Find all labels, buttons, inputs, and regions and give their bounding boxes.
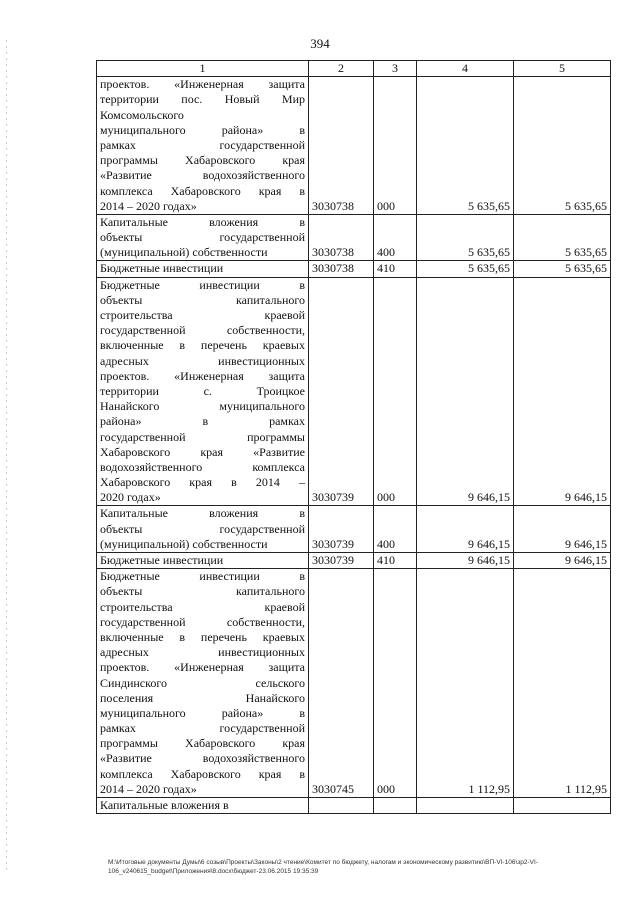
description-line: Синдинского сельского bbox=[100, 675, 305, 690]
description-line: адресных инвестиционных bbox=[100, 645, 305, 660]
column-header-5: 5 bbox=[514, 61, 611, 77]
table-header-row bbox=[97, 61, 611, 77]
expense-type-code: 410 bbox=[374, 261, 417, 277]
description-line: Капитальные вложения в bbox=[100, 798, 229, 813]
target-article-code: 3030739 bbox=[309, 506, 374, 553]
expense-type-code: 000 bbox=[374, 569, 417, 798]
description-line: Хабаровского края «Развитие bbox=[100, 444, 305, 459]
amount-col4: 1 112,95 bbox=[417, 569, 514, 798]
description-line: водохозяйственного комплекса bbox=[100, 459, 305, 474]
description-line: объекты государственной bbox=[100, 521, 305, 536]
description-line: объекты государственной bbox=[100, 230, 305, 245]
expense-type-code: 400 bbox=[374, 214, 417, 261]
amount-col5: 9 646,15 bbox=[514, 506, 611, 553]
description-line: 2014 – 2020 годах» bbox=[100, 198, 197, 213]
description-line: программы Хабаровского края bbox=[100, 153, 305, 168]
amount-col4: 9 646,15 bbox=[417, 553, 514, 569]
description-line: программы Хабаровского края bbox=[100, 736, 305, 751]
target-article-code: 3030745 bbox=[309, 569, 374, 798]
row-description bbox=[97, 569, 309, 798]
table-row bbox=[97, 798, 611, 814]
expense-type-code bbox=[374, 798, 417, 814]
amount-col4: 5 635,65 bbox=[417, 77, 514, 215]
description-line: территории с. Троицкое bbox=[100, 383, 305, 398]
description-line: проектов. «Инженерная защита bbox=[100, 77, 305, 92]
description-line: комплекса Хабаровского края в bbox=[100, 766, 305, 781]
description-line: Капитальные вложения в bbox=[100, 506, 305, 521]
description-line: Нанайского муниципального bbox=[100, 399, 305, 414]
amount-col5: 1 112,95 bbox=[514, 569, 611, 798]
description-line: государственной программы bbox=[100, 429, 305, 444]
amount-col4: 9 646,15 bbox=[417, 506, 514, 553]
description-line: Комсомольского bbox=[100, 107, 184, 122]
description-line: адресных инвестиционных bbox=[100, 353, 305, 368]
budget-table-body bbox=[97, 61, 611, 814]
table-row bbox=[97, 261, 611, 277]
description-line: Бюджетные инвестиции в bbox=[100, 277, 305, 292]
description-line: строительства краевой bbox=[100, 599, 305, 614]
description-line: 2014 – 2020 годах» bbox=[100, 781, 197, 796]
description-line: Хабаровского края в 2014 – bbox=[100, 475, 305, 490]
row-description bbox=[97, 261, 309, 277]
description-line: включенные в перечень краевых bbox=[100, 629, 305, 644]
target-article-code: 3030738 bbox=[309, 77, 374, 215]
column-header-2: 2 bbox=[309, 61, 374, 77]
description-line: включенные в перечень краевых bbox=[100, 338, 305, 353]
scan-edge-mark bbox=[6, 40, 7, 870]
table-row bbox=[97, 569, 611, 798]
description-line: (муниципальной) собственности bbox=[100, 536, 268, 551]
description-line: объекты капитального bbox=[100, 584, 305, 599]
description-line: 2020 годах» bbox=[100, 490, 161, 505]
description-line: рамках государственной bbox=[100, 721, 305, 736]
amount-col4 bbox=[417, 798, 514, 814]
target-article-code: 3030738 bbox=[309, 214, 374, 261]
column-header-1: 1 bbox=[97, 61, 309, 77]
budget-table bbox=[96, 60, 611, 814]
description-line: проектов. «Инженерная защита bbox=[100, 660, 305, 675]
amount-col4: 5 635,65 bbox=[417, 261, 514, 277]
description-line: поселения Нанайского bbox=[100, 690, 305, 705]
amount-col5: 5 635,65 bbox=[514, 77, 611, 215]
expense-type-code: 410 bbox=[374, 553, 417, 569]
amount-col5: 5 635,65 bbox=[514, 261, 611, 277]
column-header-4: 4 bbox=[417, 61, 514, 77]
table-row bbox=[97, 277, 611, 506]
amount-col5: 5 635,65 bbox=[514, 214, 611, 261]
amount-col4: 5 635,65 bbox=[417, 214, 514, 261]
row-description bbox=[97, 506, 309, 553]
description-line: Бюджетные инвестиции bbox=[100, 261, 224, 276]
description-line: «Развитие водохозяйственного bbox=[100, 751, 305, 766]
table-row bbox=[97, 214, 611, 261]
document-path-footer: M:\Итоговые документы Думы\6 созыв\Проекты\Законы\2 чтение\Комитет по бюджету, налогам и экономическому развитию\ВП-VI-106\зр2-VI-106_v240615_budget\Приложения\8.docx\бюджет-23.06.2015 19:35:39 bbox=[108, 859, 538, 875]
row-description bbox=[97, 214, 309, 261]
description-line: государственной собственности, bbox=[100, 323, 305, 338]
table-row bbox=[97, 553, 611, 569]
amount-col5: 9 646,15 bbox=[514, 277, 611, 506]
target-article-code: 3030738 bbox=[309, 261, 374, 277]
description-line: территории пос. Новый Мир bbox=[100, 92, 305, 107]
table-row bbox=[97, 506, 611, 553]
amount-col5: 9 646,15 bbox=[514, 553, 611, 569]
row-description bbox=[97, 277, 309, 506]
amount-col5 bbox=[514, 798, 611, 814]
description-line: комплекса Хабаровского края в bbox=[100, 183, 305, 198]
description-line: проектов. «Инженерная защита bbox=[100, 368, 305, 383]
target-article-code: 3030739 bbox=[309, 553, 374, 569]
amount-col4: 9 646,15 bbox=[417, 277, 514, 506]
target-article-code bbox=[309, 798, 374, 814]
expense-type-code: 000 bbox=[374, 77, 417, 215]
row-description bbox=[97, 798, 309, 814]
description-line: государственной собственности, bbox=[100, 614, 305, 629]
description-line: объекты капитального bbox=[100, 292, 305, 307]
description-line: рамках государственной bbox=[100, 137, 305, 152]
description-line: (муниципальной) собственности bbox=[100, 245, 268, 260]
description-line: муниципального района» в bbox=[100, 122, 305, 137]
page-number: 394 bbox=[310, 36, 330, 51]
description-line: «Развитие водохозяйственного bbox=[100, 168, 305, 183]
target-article-code: 3030739 bbox=[309, 277, 374, 506]
column-header-3: 3 bbox=[374, 61, 417, 77]
description-line: Бюджетные инвестиции в bbox=[100, 569, 305, 584]
description-line: строительства краевой bbox=[100, 308, 305, 323]
description-line: муниципального района» в bbox=[100, 705, 305, 720]
expense-type-code: 400 bbox=[374, 506, 417, 553]
row-description bbox=[97, 77, 309, 215]
description-line: района» в рамках bbox=[100, 414, 305, 429]
row-description bbox=[97, 553, 309, 569]
description-line: Капитальные вложения в bbox=[100, 214, 305, 229]
table-row bbox=[97, 77, 611, 215]
description-line: Бюджетные инвестиции bbox=[100, 553, 224, 568]
expense-type-code: 000 bbox=[374, 277, 417, 506]
